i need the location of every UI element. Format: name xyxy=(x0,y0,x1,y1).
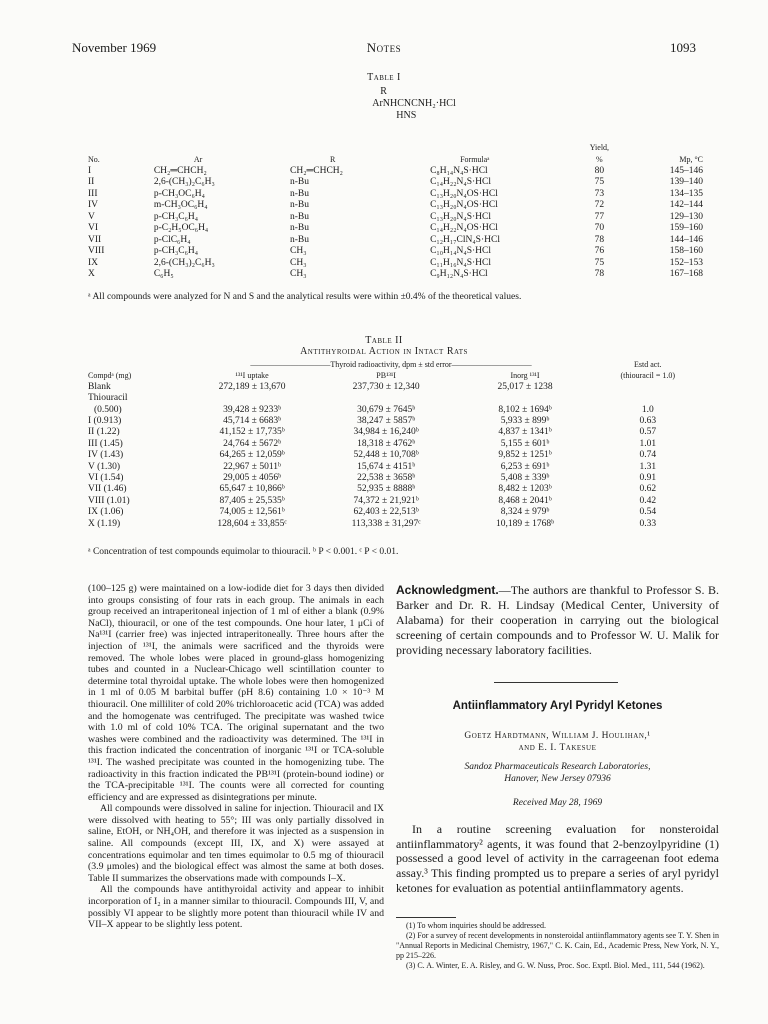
reference: (1) To whom inquiries should be addressed. xyxy=(406,921,546,930)
left-column-text xyxy=(88,583,384,931)
table2-subtitle: Antithyroidal Action in Intact Rats xyxy=(300,346,468,357)
authors-line: and E. I. Takesue xyxy=(518,743,597,753)
table-row: IX 2,6-(CH₃)₂C₆H₃ CH₃ C₁₁H₁₆N₄S·HCl 75 152–153 xyxy=(88,257,703,268)
table-row: IV m-CH₃OC₆H₄ n-Bu C₁₃H₂₀N₄OS·HCl 72 142–144 xyxy=(88,200,703,210)
article-intro xyxy=(396,822,719,896)
table-row: VIII p-CH₃C₆H₄ CH₃ C₁₀H₁₄N₄S·HCl 76 158–160 xyxy=(88,246,703,256)
table2 xyxy=(88,359,706,530)
table-row: II (1.22) 41,152 ± 17,735ᵇ 34,984 ± 16,240ᵇ 4,837 ± 1341ᵇ 0.57 xyxy=(88,427,657,438)
header-page-number: 1093 xyxy=(670,40,696,55)
table2-footnote: ᵃ Concentration of test compounds equimolar to thiouracil. ᵇ P < 0.001. ᶜ P < 0.01. xyxy=(88,547,399,557)
acknowledgment xyxy=(396,583,719,658)
table-row: Thiouracil xyxy=(88,393,128,404)
col-inorg: Inorg ¹³¹I xyxy=(510,371,540,381)
reference: (3) C. A. Winter, E. A. Risley, and G. W. Nuss, Proc. Soc. Exptl. Biol. Med., 111, 544 (1962). xyxy=(406,961,705,970)
header-date: November 1969 xyxy=(72,40,157,55)
paragraph: (100–125 g) were maintained on a low-iodide diet for 3 days then divided into groups consisting of four rats in each group. The animals in each group received an intraperitoneal injection of 1 ml of either a blank (0.9% NaCl), thiouracil, or one of the test compounds. One hour later, 1 μCi of Na¹³¹I (carrier free) was injected intraperitoneally. Three hours after the injection of ¹³¹I, the animals were sacrificed and the thyroids were removed. The whole lobes were placed in ground-glass homogenizing tubes and counted in a Nuclear-Chicago well scintillation counter to determine total thyroidal uptake. The whole lobes were then homogenized in 1 ml of 0.05 M barbital buffer (pH 8.6) containing 1.0 × 10⁻³ M thiouracil. One milliliter of cold 20% trichloroacetic acid (TCA) was added and the homogenate was centrifuged. The precipitate was washed twice with 1.0 ml of cold 10% TCA. The original supernatant and the two washes were combined and the radioactivity was determined. The ¹³¹I in this fraction indicated the concentration of inorganic ¹³¹I or TCA-soluble ¹³¹I. The washed precipitate was counted in the homogenizing tube. The radioactivity in this fraction indicated the PB¹³¹I (protein-bound iodine) or the TCA-precipitable ¹³¹I. The counts were all corrected for counting efficiency and are expressed as disintegrations per minute. xyxy=(88,583,384,803)
table-row: VI (1.54) 29,005 ± 4056ᵇ 22,538 ± 3658ᵇ 5,408 ± 339ᵇ 0.91 xyxy=(88,473,657,484)
table-row: V p-CH₃C₆H₄ n-Bu C₁₃H₂₀N₄S·HCl 77 129–130 xyxy=(88,211,703,222)
table-row: VIII (1.01) 87,405 ± 25,535ᵇ 74,372 ± 21,921ᵇ 8,468 ± 2041ᵇ 0.42 xyxy=(88,495,657,506)
footnote-divider xyxy=(396,917,456,918)
table-row: VI p-C₂H₅OC₆H₄ n-Bu C₁₄H₂₂N₄OS·HCl 70 159–160 xyxy=(88,223,703,233)
structure-r: R xyxy=(380,86,387,97)
acknowledgment-heading: Acknowledgment. xyxy=(396,583,499,597)
received-date: Received May 28, 1969 xyxy=(512,798,603,808)
col-no: No. xyxy=(88,155,100,164)
col-compd: Compdᵃ (mg) xyxy=(88,371,132,381)
paragraph: In a routine screening evaluation for nonsteroidal antiinflammatory² agents, it was found that 2-benzoylpyridine (1) possessed a good level of activity in the carrageenan foot edema assay.³ This finding prompted us to prepare a series of aryl pyridyl ketones for evaluation as potential antiinflammatory agents. xyxy=(396,822,719,895)
table-row: I (0.913) 45,714 ± 6683ᵇ 38,247 ± 5857ᵇ 5,933 ± 899ᵇ 0.63 xyxy=(88,416,657,427)
col-uptake: ¹³¹I uptake xyxy=(235,371,269,381)
table-row: X (1.19) 128,604 ± 33,855ᶜ 113,338 ± 31,297ᶜ 10,189 ± 1768ᵇ 0.33 xyxy=(88,518,657,529)
reference: (2) For a survey of recent developments in nonsteroidal antiinflammatory agents see T. Y. Shen in "Annual Reports in Medicinal Chemistry, 1967," C. K. Cain, Ed., Academic Press, New York, N. Y., pp 215–226. xyxy=(396,931,719,960)
divider xyxy=(494,682,618,683)
acknowledgment-text: —The authors are thankful to Professor S. B. Barker and Dr. R. H. Lindsay (Medical Center, University of Alabama) for their cooperation in carrying out the biological screening of certain compounds and to Professor W. U. Malik for providing necessary laboratory facilities. xyxy=(396,583,719,657)
table1-structure xyxy=(0,86,768,122)
table2-title: Table II xyxy=(365,335,403,346)
col-yield-top: Yield, xyxy=(589,143,610,152)
table-row: Blank 272,189 ± 13,670 237,730 ± 12,340 25,017 ± 1238 xyxy=(88,381,553,392)
col-r: R xyxy=(330,155,336,164)
authors xyxy=(396,730,719,754)
col-pb: PB¹³¹I xyxy=(376,371,396,381)
table-row: (0.500) 39,428 ± 9233ᵇ 30,679 ± 7645ᵇ 8,102 ± 1694ᵇ 1.0 xyxy=(94,404,654,415)
paragraph: All compounds were dissolved in saline for injection. Thiouracil and IX were dissolved with heating to 55°; III was only partially dissolved in saline, EtOH, or NH₄OH, and therefore it was injected as a suspension in saline. All compounds (except III, IX, and X) were assayed at concentrations equimolar and ten times equimolar to 0.5 mg of thiouracil (3.9 μmoles) and the biological effect was almost the same at both doses. Table II summarizes the observations made with compounds I–X. xyxy=(88,803,384,884)
table-row: IV (1.43) 64,265 ± 12,059ᵇ 52,448 ± 10,708ᵇ 9,852 ± 1251ᵇ 0.74 xyxy=(88,450,657,461)
table2-group-header: ——————————Thyroid radioactivity, dpm ± std error—————————— xyxy=(250,360,532,369)
table-row: VII (1.46) 65,647 ± 10,866ᵇ 52,935 ± 8888ᵇ 8,482 ± 1203ᵇ 0.62 xyxy=(88,484,657,495)
table-row: III p-CH₃OC₆H₄ n-Bu C₁₃H₂₀N₄OS·HCl 73 134–135 xyxy=(88,188,703,199)
structure-bottom: HNS xyxy=(396,110,417,121)
col-ar: Ar xyxy=(193,155,203,164)
table1-footnote: ᵃ All compounds were analyzed for N and S and the analytical results were within ±0.4% of the theoretical values. xyxy=(88,292,522,302)
authors-line: Goetz Hardtmann, William J. Houlihan,¹ xyxy=(464,731,651,741)
col-mp: Mp, °C xyxy=(679,155,703,164)
table-row: X C₆H₅ CH₃ C₉H₁₂N₄S·HCl 78 167–168 xyxy=(88,269,703,279)
table-row: II 2,6-(CH₃)₂C₆H₃ n-Bu C₁₄H₂₂N₄S·HCl 75 139–140 xyxy=(88,177,703,187)
table1-title: Table I xyxy=(367,72,401,83)
col-yield-unit: % xyxy=(596,155,603,164)
col-est-top: Estd act. xyxy=(633,360,662,369)
references xyxy=(396,921,719,971)
structure-main: ArNHCNCNH₂·HCl xyxy=(372,98,456,109)
table-row: VII p-ClC₆H₄ n-Bu C₁₂H₁₇ClN₄S·HCl 78 144–146 xyxy=(88,234,703,245)
article-title: Antiinflammatory Aryl Pyridyl Ketones xyxy=(452,700,663,712)
affiliation-line: Sandoz Pharmaceuticals Research Laboratories, xyxy=(464,762,651,772)
paragraph: All the compounds have antithyroidal activity and appear to inhibit incorporation of I₂ in a manner similar to thiouracil. Compounds III, V, and possibly VI appear to be slightly more potent than thiouracil while IV and VII–X appear to be slightly less potent. xyxy=(88,884,384,931)
table-row: III (1.45) 24,764 ± 5672ᵇ 18,318 ± 4762ᵇ 5,155 ± 601ᵇ 1.01 xyxy=(88,438,657,449)
table-row: V (1.30) 22,967 ± 5011ᵇ 15,674 ± 4151ᵇ 6,253 ± 691ᵇ 1.31 xyxy=(88,461,657,472)
affiliation-line: Hanover, New Jersey 07936 xyxy=(504,774,611,784)
col-formula: Formulaᵃ xyxy=(460,155,490,164)
col-est-bottom: (thiouracil = 1.0) xyxy=(620,371,675,381)
table-row: I CH₂═CHCH₂ CH₂═CHCH₂ C₈H₁₄N₄S·HCl 80 145–146 xyxy=(88,165,703,176)
table1 xyxy=(88,142,703,281)
header-section: Notes xyxy=(366,40,402,55)
affiliation xyxy=(396,761,719,785)
table-row: IX (1.06) 74,005 ± 12,561ᵇ 62,403 ± 22,513ᵇ 8,324 ± 979ᵇ 0.54 xyxy=(88,507,657,518)
